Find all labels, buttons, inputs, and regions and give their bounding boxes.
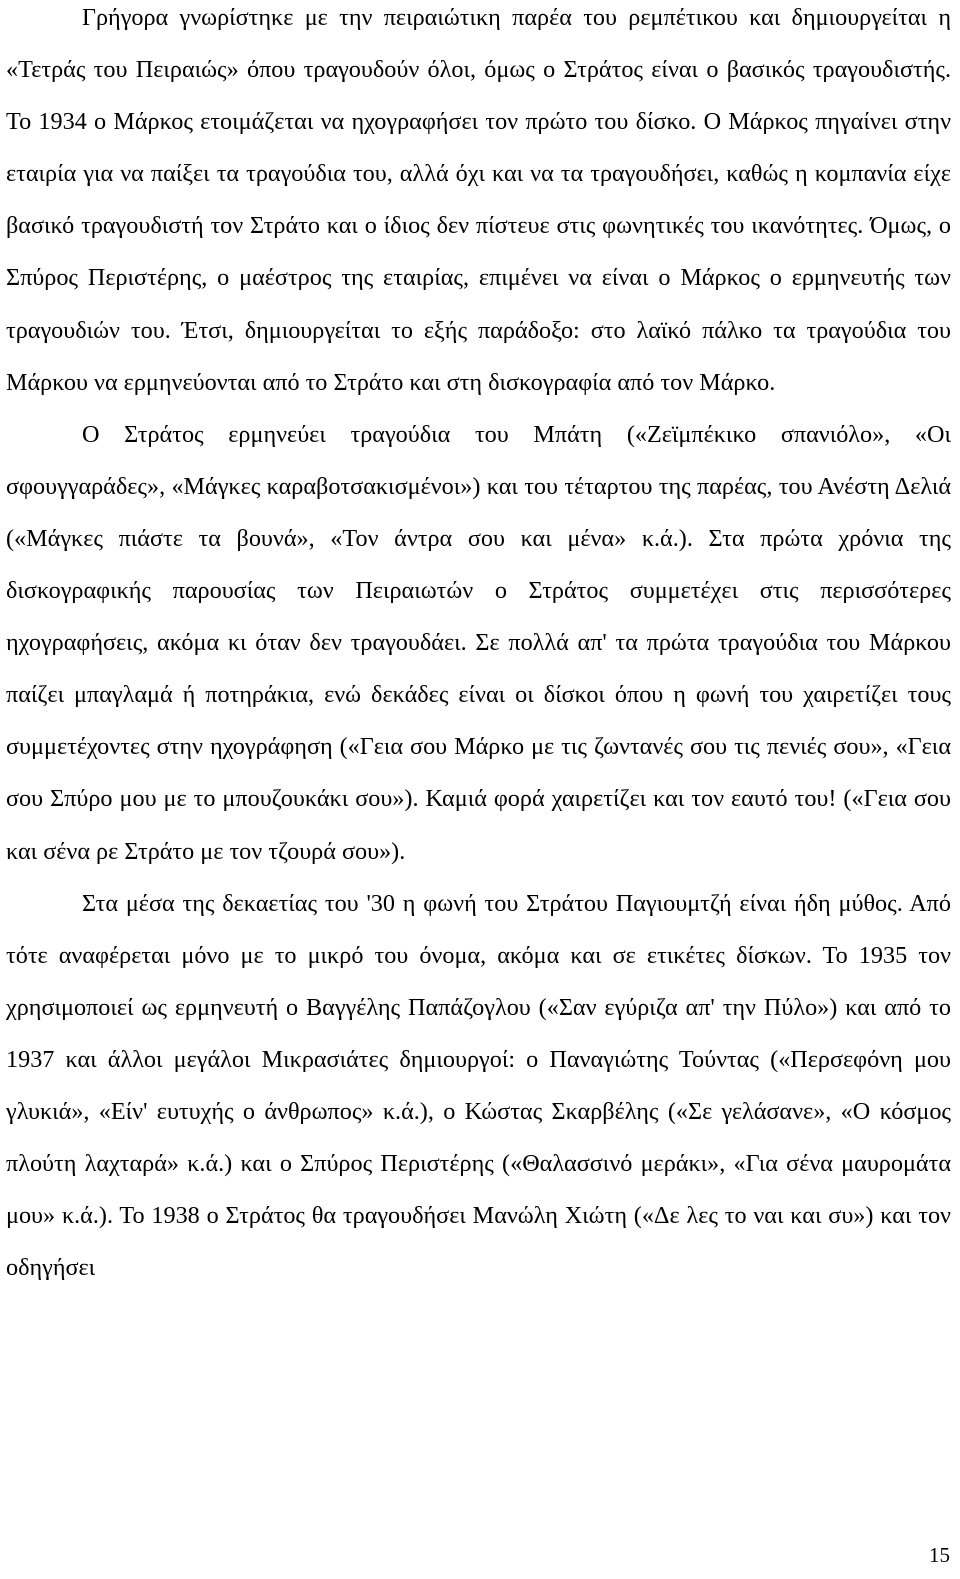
paragraph-2: Ο Στράτος ερμηνεύει τραγούδια του Μπάτη («Ζεϊμπέκικο σπανιόλο», «Οι σφουγγαράδες», «Μάγκες καραβοτσακισμένοι») και του τέταρτου της παρέας, του Ανέστη Δελιά («Μάγκες πιάστε τα βουνά», «Τον άντρα σου και μένα» κ.ά.). Στα πρώτα χρόνια της δισκογραφικής παρουσίας των Πειραιωτών ο Στράτος συμμετέχει στις περισσότερες ηχογραφήσεις, ακόμα κι όταν δεν τραγουδάει. Σε πολλά απ' τα πρώτα τραγούδια του Μάρκου παίζει μπαγλαμά ή ποτηράκια, ενώ δεκάδες είναι οι δίσκοι όπου η φωνή του χαιρετίζει τους συμμετέχοντες στην ηχογράφηση («Γεια σου Μάρκο με τις ζωντανές σου τις πενιές σου», «Γεια σου Σπύρο μου με το μπουζουκάκι σου»). Καμιά φορά χαιρετίζει και τον εαυτό του! («Γεια σου και σένα ρε Στράτο με τον τζουρά σου»).: [6, 420, 951, 865]
document-page: [6, 0, 951, 1579]
paragraph-3: Στα μέσα της δεκαετίας του '30 η φωνή του Στράτου Παγιουμτζή είναι ήδη μύθος. Από τότε αναφέρεται μόνο με το μικρό του όνομα, ακόμα και σε ετικέτες δίσκων. Το 1935 τον χρησιμοποιεί ως ερμηνευτή ο Βαγγέλης Παπάζογλου («Σαν εγύριζα απ' την Πύλο») και από το 1937 και άλλοι μεγάλοι Μικρασιάτες δημιουργοί: ο Παναγιώτης Τούντας («Περσεφόνη μου γλυκιά», «Είν' ευτυχής ο άνθρωπος» κ.ά.), ο Κώστας Σκαρβέλης («Σε γελάσανε», «Ο κόσμος πλούτη λαχταρά» κ.ά.) και ο Σπύρος Περιστέρης («Θαλασσινό μεράκι», «Για σένα μαυρομάτα μου» κ.ά.). Το 1938 ο Στράτος θα τραγουδήσει Μανώλη Χιώτη («Δε λες το ναι και συ») και τον οδηγήσει: [6, 889, 951, 1282]
page-number: 15: [929, 1543, 950, 1567]
paragraph-1: Γρήγορα γνωρίστηκε με την πειραιώτικη παρέα του ρεμπέτικου και δημιουργείται η «Τετράς του Πειραιώς» όπου τραγουδούν όλοι, όμως ο Στράτος είναι ο βασικός τραγουδιστής. Το 1934 ο Μάρκος ετοιμάζεται να ηχογραφήσει τον πρώτο του δίσκο. Ο Μάρκος πηγαίνει στην εταιρία για να παίξει τα τραγούδια του, αλλά όχι και να τα τραγουδήσει, καθώς η κομπανία είχε βασικό τραγουδιστή τον Στράτο και ο ίδιος δεν πίστευε στις φωνητικές του ικανότητες. Όμως, ο Σπύρος Περιστέρης, ο μαέστρος της εταιρίας, επιμένει να είναι ο Μάρκος ο ερμηνευτής των τραγουδιών του. Έτσι, δημιουργείται το εξής παράδοξο: στο λαϊκό πάλκο τα τραγούδια του Μάρκου να ερμηνεύονται από το Στράτο και στη δισκογραφία από τον Μάρκο.: [6, 4, 951, 396]
